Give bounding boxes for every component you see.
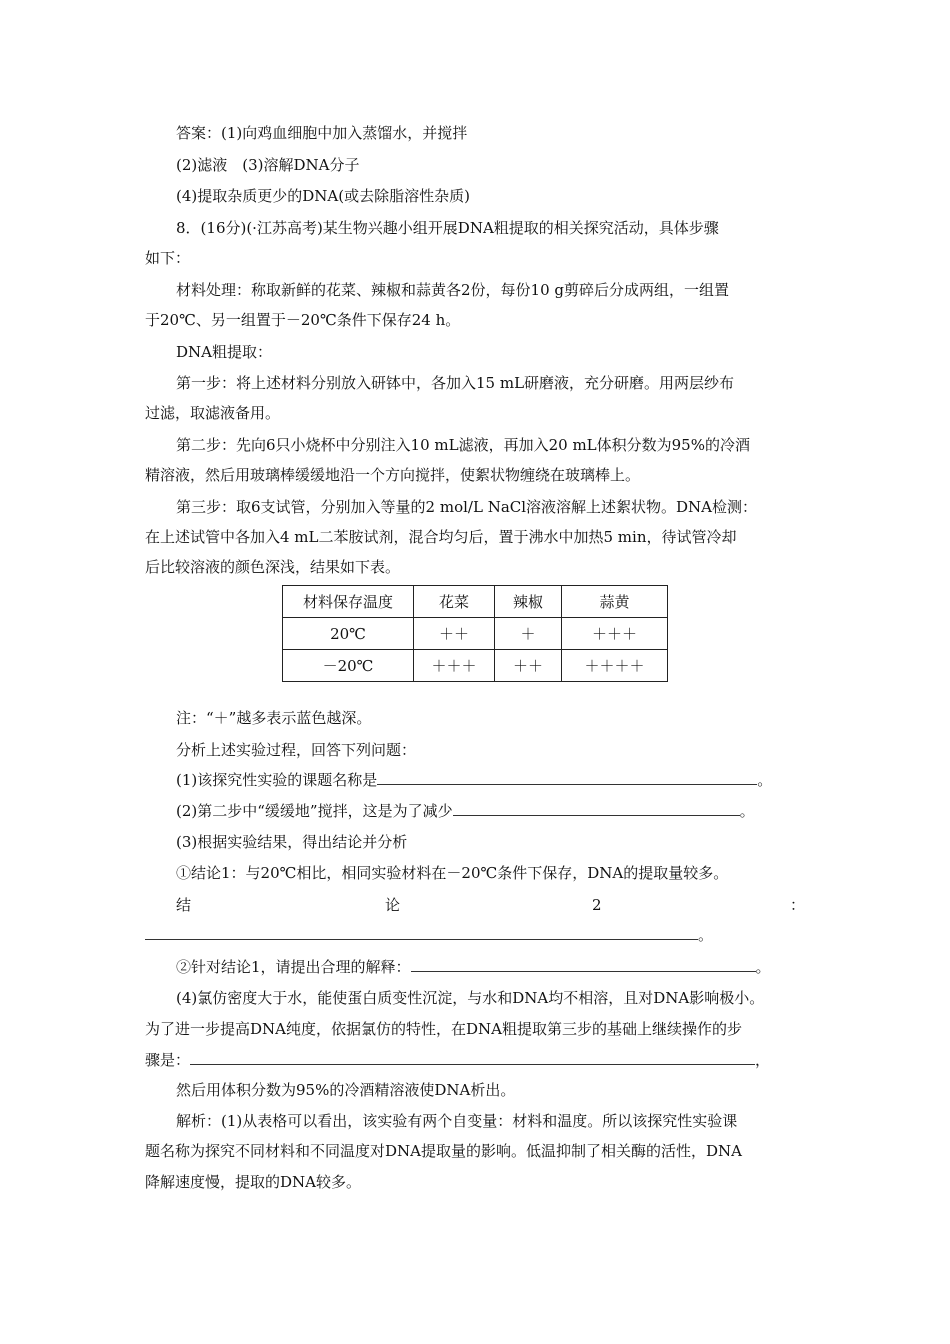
conclusion-2-char: 结 [176, 896, 192, 914]
answer-line-3: (4)提取杂质更少的DNA(或去除脂溶性杂质) [176, 187, 470, 205]
table-cell: ＋＋ [495, 650, 562, 682]
explain-text: ②针对结论1，请提出合理的解释： [176, 958, 411, 976]
table-header-cell: 材料保存温度 [283, 586, 414, 618]
solution-line-2: 题名称为探究不同材料和不同温度对DNA提取量的影响。低温抑制了相关酶的活性，DNA [145, 1142, 742, 1160]
table-header-row [283, 586, 668, 618]
question-4-line-1: (4)氯仿密度大于水，能使蛋白质变性沉淀，与水和DNA均不相溶，且对DNA影响极小。 [176, 989, 765, 1007]
answer-line-2: (2)滤液 (3)溶解DNA分子 [176, 156, 360, 174]
conclusion-1: ①结论1：与20℃相比，相同实验材料在－20℃条件下保存，DNA的提取量较多。 [176, 864, 729, 882]
answer-blank-1[interactable] [377, 770, 757, 785]
period-mark: 。 [755, 958, 771, 976]
table-row [283, 650, 668, 682]
period-mark: 。 [757, 771, 773, 789]
period-mark: 。 [739, 802, 755, 820]
step2-line-2: 精溶液，然后用玻璃棒缓缓地沿一个方向搅拌，使絮状物缠绕在玻璃棒上。 [145, 466, 641, 484]
table-cell: 20℃ [283, 618, 414, 650]
explain-line [176, 957, 771, 977]
table-header-cell: 花菜 [414, 586, 495, 618]
question-intro-2: 如下： [145, 249, 191, 267]
step3-line-3: 后比较溶液的颜色深浅，结果如下表。 [145, 558, 401, 576]
table-row [283, 618, 668, 650]
table-header-cell: 辣椒 [495, 586, 562, 618]
question-4-line-3 [145, 1050, 770, 1070]
question-4-line-2: 为了进一步提高DNA纯度，依据氯仿的特性，在DNA粗提取第三步的基础上继续操作的步 [145, 1020, 742, 1038]
table-header-cell: 蒜黄 [562, 586, 668, 618]
analysis-prompt: 分析上述实验过程，回答下列问题： [176, 741, 417, 759]
solution-line-1: 解析：(1)从表格可以看出，该实验有两个自变量：材料和温度。所以该探究性实验课 [176, 1112, 738, 1130]
period-mark: 。 [698, 926, 714, 944]
table-cell: ＋＋＋ [414, 650, 495, 682]
conclusion-2-char: 论 [385, 896, 401, 914]
question-1-text: (1)该探究性实验的课题名称是 [176, 771, 378, 789]
material-line-2: 于20℃、另一组置于－20℃条件下保存24 h。 [145, 311, 461, 329]
question-4-label: 骤是： [145, 1051, 191, 1069]
results-table [282, 585, 668, 682]
question-2 [176, 801, 755, 821]
table-cell: ＋＋ [414, 618, 495, 650]
comma-mark: ， [755, 1051, 771, 1069]
question-3: (3)根据实验结果，得出结论并分析 [176, 833, 408, 851]
question-intro-1: 8．(16分)(·江苏高考)某生物兴趣小组开展DNA粗提取的相关探究活动，具体步骤 [176, 219, 719, 237]
step1-line-1: 第一步：将上述材料分别放入研钵中，各加入15 mL研磨液，充分研磨。用两层纱布 [176, 374, 735, 392]
extract-title: DNA粗提取： [176, 343, 272, 361]
question-4-line-4: 然后用体积分数为95%的冷酒精溶液使DNA析出。 [176, 1081, 516, 1099]
step1-line-2: 过滤，取滤液备用。 [145, 404, 281, 422]
step3-line-2: 在上述试管中各加入4 mL二苯胺试剂，混合均匀后，置于沸水中加热5 min，待试管冷却 [145, 528, 737, 546]
table-cell: ＋＋＋ [562, 618, 668, 650]
answer-blank-5[interactable] [190, 1050, 755, 1065]
answer-blank-4[interactable] [411, 957, 756, 972]
table-cell: ＋＋＋＋ [562, 650, 668, 682]
table-cell: ＋ [495, 618, 562, 650]
table-note: 注：“＋”越多表示蓝色越深。 [176, 709, 372, 727]
question-1 [176, 770, 772, 790]
material-line-1: 材料处理：称取新鲜的花菜、辣椒和蒜黄各2份，每份10 g剪碎后分成两组，一组置 [176, 281, 730, 299]
step3-line-1: 第三步：取6支试管，分别加入等量的2 mol/L NaCl溶液溶解上述絮状物。DNA检测： [176, 498, 758, 516]
table-cell: －20℃ [283, 650, 414, 682]
step2-line-1: 第二步：先向6只小烧杯中分别注入10 mL滤液，再加入20 mL体积分数为95%的冷酒 [176, 436, 750, 454]
answer-line-1: 答案：(1)向鸡血细胞中加入蒸馏水，并搅拌 [176, 124, 468, 142]
conclusion-2-char: 2 [592, 896, 602, 914]
conclusion-2-answer [145, 925, 713, 945]
solution-line-3: 降解速度慢，提取的DNA较多。 [145, 1173, 361, 1191]
question-2-text: (2)第二步中“缓缓地”搅拌，这是为了减少 [176, 802, 453, 820]
conclusion-2-char: ： [790, 896, 806, 914]
answer-blank-3[interactable] [145, 925, 698, 940]
answer-blank-2[interactable] [453, 801, 740, 816]
